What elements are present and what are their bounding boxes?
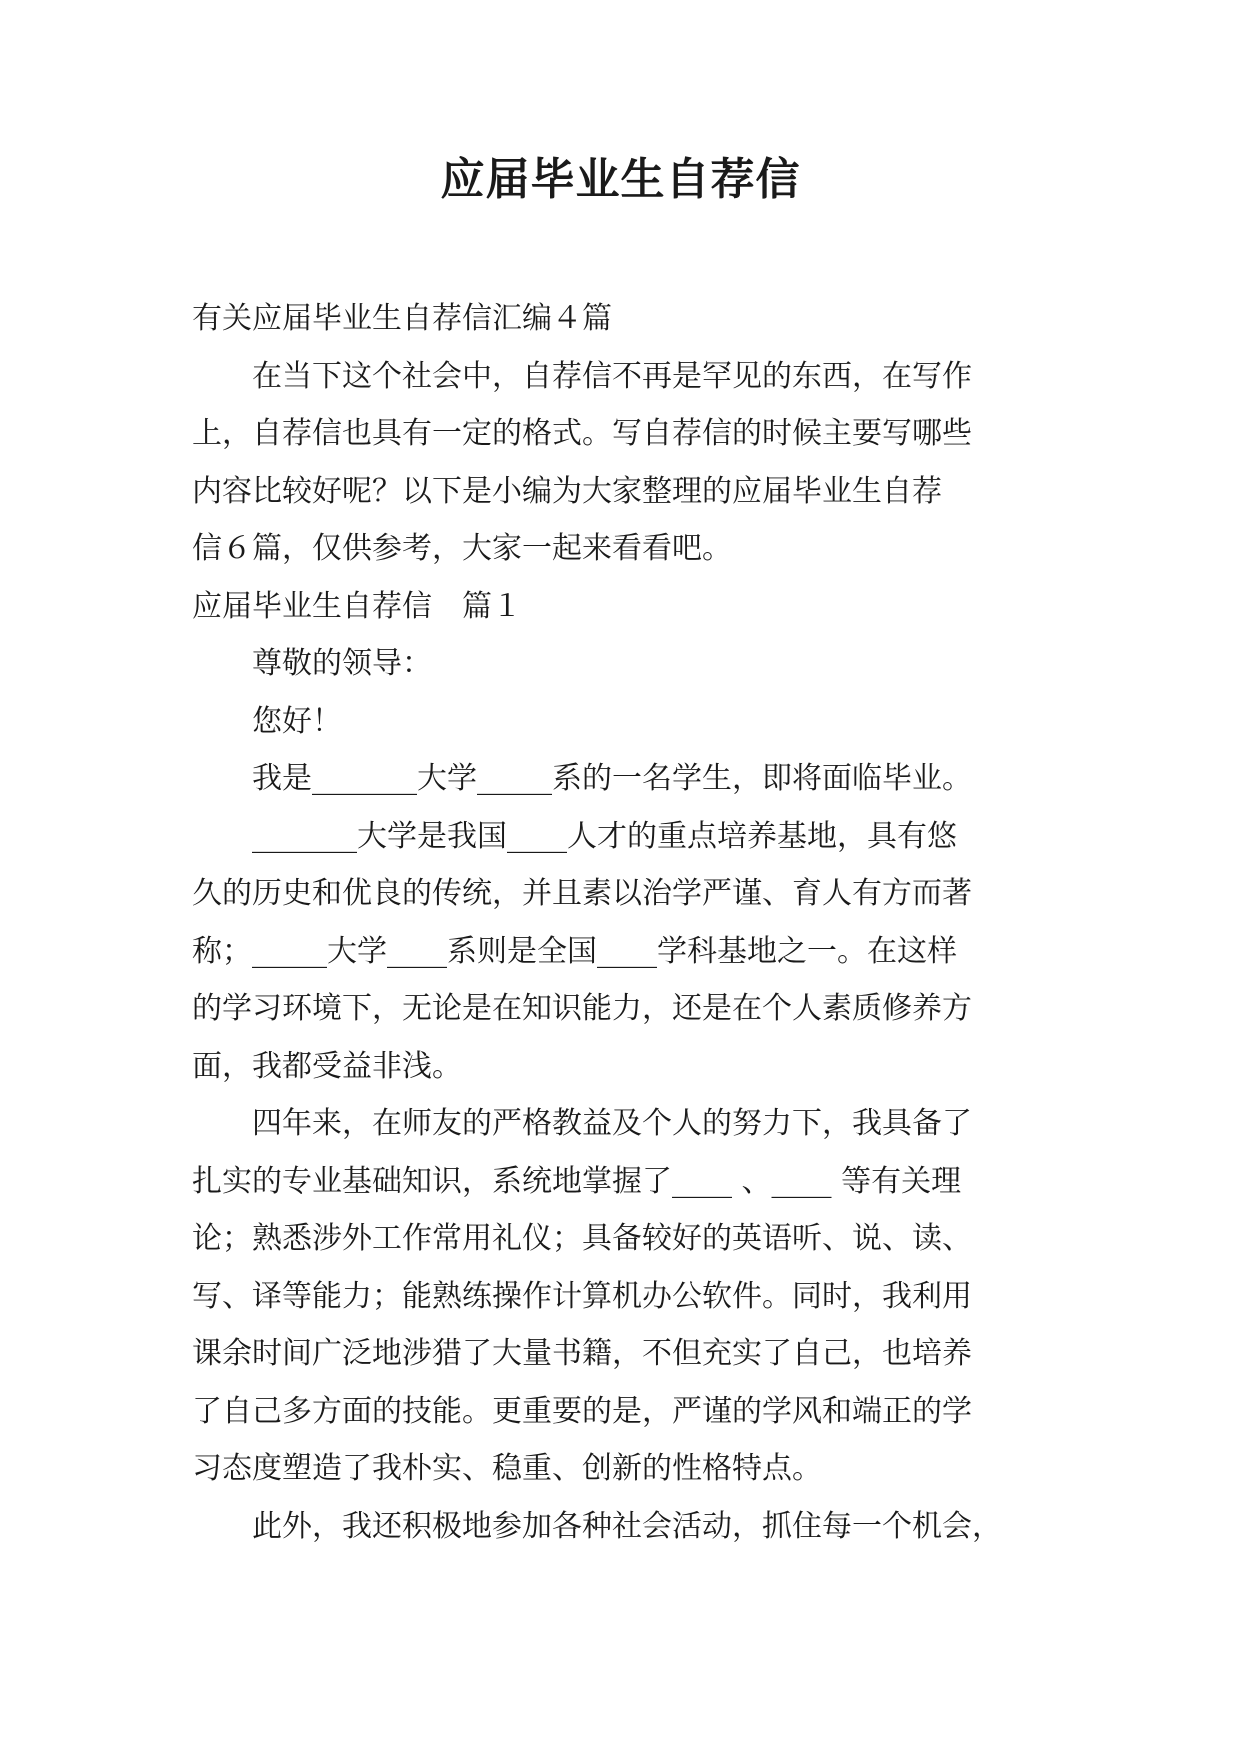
text-line: 内容比较好呢？以下是小编为大家整理的应届毕业生自荐 [192, 473, 942, 509]
text-line: 上，自荐信也具有一定的格式。写自荐信的时候主要写哪些 [192, 416, 972, 451]
text-line: 面，我都受益非浅。 [192, 1048, 462, 1084]
page-title: 应届毕业生自荐信 [440, 154, 801, 205]
text-line: 称；_____大学____系则是全国____学科基地之一。在这样 [192, 933, 957, 969]
text-line: 了自己多方面的技能。更重要的是，严谨的学风和端正的学 [192, 1393, 972, 1429]
text-line: 有关应届毕业生自荐信汇编４篇 [192, 301, 612, 336]
document-body [192, 290, 1072, 1555]
text-line: 扎实的专业基础知识，系统地掌握了____ 、____ 等有关理 [192, 1163, 962, 1199]
greeting: 您好！ [192, 703, 342, 739]
text-line: 课余时间广泛地涉猎了大量书籍，不但充实了自己，也培养 [192, 1336, 972, 1371]
text-line: 四年来，在师友的严格教益及个人的努力下，我具备了 [192, 1106, 972, 1141]
section-heading: 应届毕业生自荐信 篇１ [192, 588, 522, 624]
text-line: 写、译等能力；能熟练操作计算机办公软件。同时，我利用 [192, 1278, 972, 1314]
salutation: 尊敬的领导： [192, 646, 432, 681]
text-line: 信６篇，仅供参考，大家一起来看看吧。 [192, 531, 732, 566]
text-line: _______大学是我国____人才的重点培养基地，具有悠 [192, 818, 957, 854]
text-line: 此外，我还积极地参加各种社会活动，抓住每一个机会， [192, 1508, 1002, 1544]
text-line: 习态度塑造了我朴实、稳重、创新的性格特点。 [192, 1451, 822, 1486]
text-line: 论；熟悉涉外工作常用礼仪；具备较好的英语听、说、读、 [192, 1221, 972, 1256]
text-line: 在当下这个社会中，自荐信不再是罕见的东西，在写作 [192, 358, 972, 394]
text-line: 我是_______大学_____系的一名学生，即将面临毕业。 [192, 761, 972, 796]
text-line: 的学习环境下，无论是在知识能力，还是在个人素质修养方 [192, 991, 972, 1026]
text-line: 久的历史和优良的传统，并且素以治学严谨、育人有方而著 [192, 876, 972, 911]
